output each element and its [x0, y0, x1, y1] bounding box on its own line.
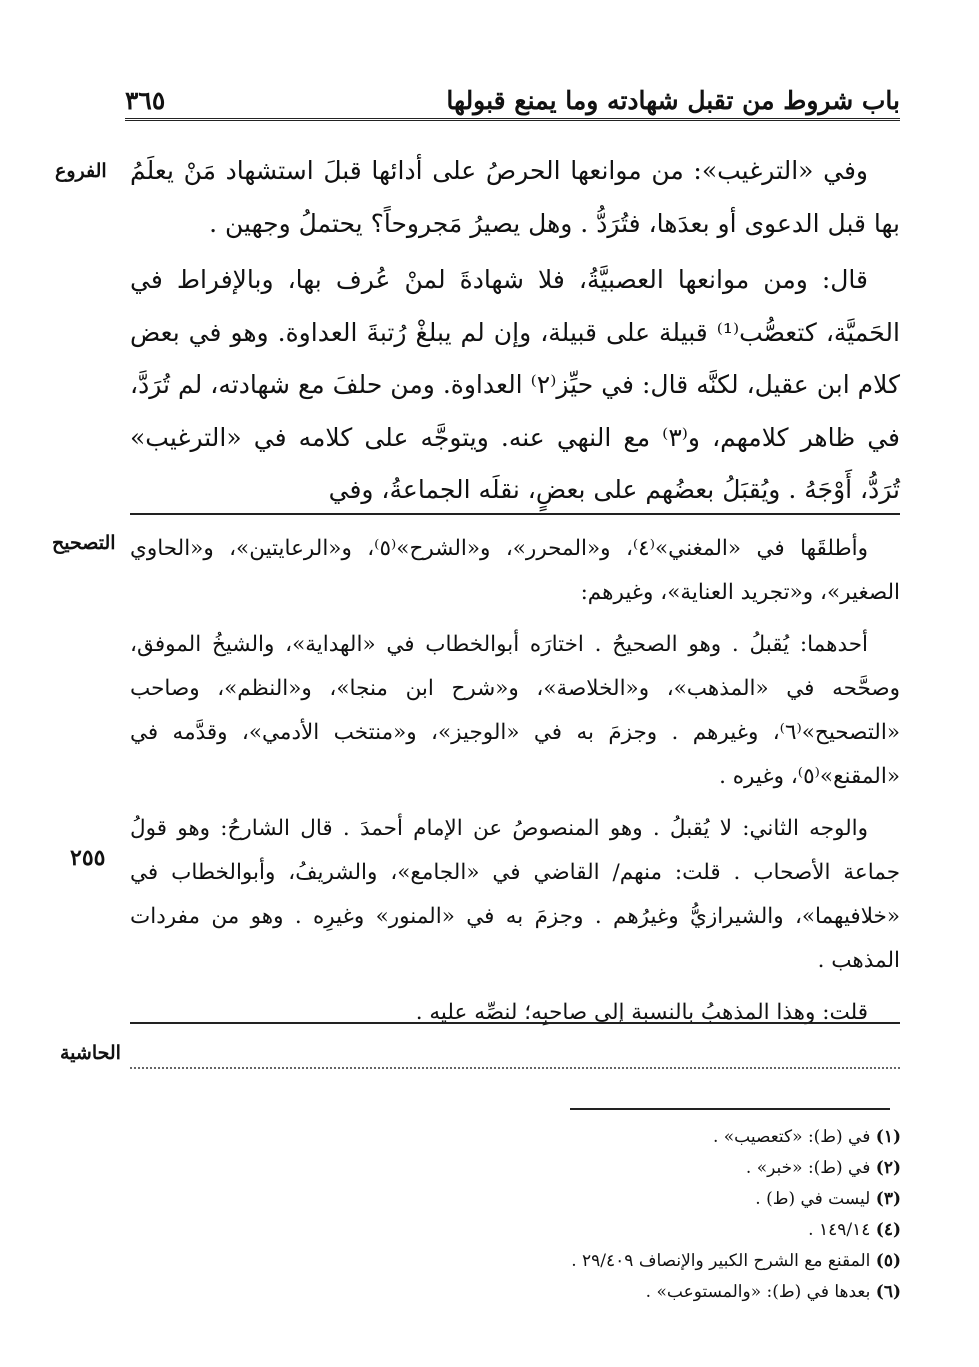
footnote-text: ليست في (ط) .	[755, 1189, 871, 1209]
footnote-rule	[570, 1108, 890, 1110]
chapter-title: باب شروط من تقبل شهادته وما يمنع قبولها	[446, 86, 900, 115]
section-divider	[130, 513, 900, 515]
footnote-text: في (ط): «كتعصيب» .	[712, 1127, 871, 1147]
footnote-item	[401, 1122, 901, 1153]
running-head	[125, 86, 900, 121]
page-number: ٣٦٥	[125, 86, 166, 115]
side-label-hashiya: الحاشية	[60, 1042, 121, 1064]
footnote-item	[401, 1153, 901, 1184]
footnote-text: المقنع مع الشرح الكبير والإنصاف ٢٩/٤٠٩ .	[571, 1251, 871, 1271]
footnote-number: (٤)	[875, 1220, 901, 1240]
margin-page-reference: ٢٥٥	[70, 845, 106, 871]
tashih-paragraph-2: أحدهما: يُقبلُ . وهو الصحيحُ . اختارَه أبوالخطاب في «الهداية»، والشيخُ الموفق، وصحَّحه في «المذهب»، و«الخلاصة»، و«شرح ابن منجا»، و«النظم»، وصاحب «التصحيح»⁽٦⁾، وغيرهم . وجزمَ به في «الوجيز»، و«منتخب الأدمي»، وقدَّمه في «المقنع»⁽٥⁾، وغيره .	[130, 632, 900, 789]
footnote-number: (٦)	[875, 1282, 901, 1302]
footnote-item	[401, 1184, 901, 1215]
footnote-number: (٣)	[875, 1189, 901, 1209]
footnote-item	[401, 1215, 901, 1246]
footnote-text: ١٤٩/١٤ .	[808, 1220, 871, 1240]
tashih-paragraph-4: قلت: وهذا المذهبُ بالنسبة إلى صاحبِه؛ لنصِّه عليه .	[415, 1000, 868, 1025]
footnote-item	[401, 1277, 901, 1308]
section-divider-2	[130, 1022, 900, 1024]
side-label-tashih: التصحيح	[52, 532, 116, 554]
footnote-number: (٢)	[875, 1158, 901, 1178]
footnote-number: (١)	[875, 1127, 901, 1147]
tashih-paragraph-1: وأطلقَها في «المغني»⁽٤⁾، و«المحرر»، و«الشرح»⁽٥⁾، و«الرعايتين»، و«الحاوي الصغير»، و«تجريد العناية»، وغيرهم:	[130, 536, 900, 605]
footnote-number: (٥)	[875, 1251, 901, 1271]
footnote-text: في (ط): «خبر» .	[745, 1158, 871, 1178]
furu-paragraph-1: وفي «الترغيب»: من موانعها الحرصُ على أدائها قبلَ استشهاد مَنْ يعلَمُ بها قبل الدعوى أو بعدَها، فتُرَدُّ . وهل يصيرُ مَجروحاً؟ يحتملُ وجهين .	[130, 156, 900, 238]
furu-section	[130, 145, 900, 517]
footnote-item	[401, 1246, 901, 1277]
footnotes	[401, 1122, 901, 1308]
hashiya-dotted-line	[130, 1067, 900, 1069]
side-label-furu: الفروع	[55, 160, 107, 182]
tashih-section	[130, 527, 900, 1035]
footnote-text: بعدها في (ط): «والمستوعب» .	[645, 1282, 871, 1302]
furu-paragraph-2: قال: ومن موانعها العصبيَّةُ، فلا شهادةَ لمنْ عُرف بها، وبالإفراط في الحَميَّة، كتعصُّب⁽¹⁾ قبيلة على قبيلة، وإن لم يبلغْ رُتبةَ العداوة. وهو في بعض كلام ابن عقيل، لكنَّه قال: في حيِّز⁽٢⁾ العداوة. ومن حلفَ مع شهادته، لم تُرَدَّ، في ظاهر كلامهم، و⁽٣⁾ مع النهي عنه. ويتوجَّه على كلامه في «الترغيب» تُرَدُّ، أَوْجَهُ . ويُقبَلُ بعضُهم على بعضٍ، نقلَه الجماعةُ، وفي	[130, 265, 900, 504]
tashih-paragraph-3: والوجه الثاني: لا يُقبلُ . وهو المنصوصُ عن الإمام أحمدَ . قال الشارحُ: وهو قولُ جماعة الأصحاب . قلت: منهم/ القاضي في «الجامع»، والشريفُ، وأبوالخطاب في «خلافيهما»، والشيرازيُّ وغيرُهم . وجزمَ به في «المنور» وغيرِه . وهو من مفردات المذهب .	[130, 816, 900, 973]
